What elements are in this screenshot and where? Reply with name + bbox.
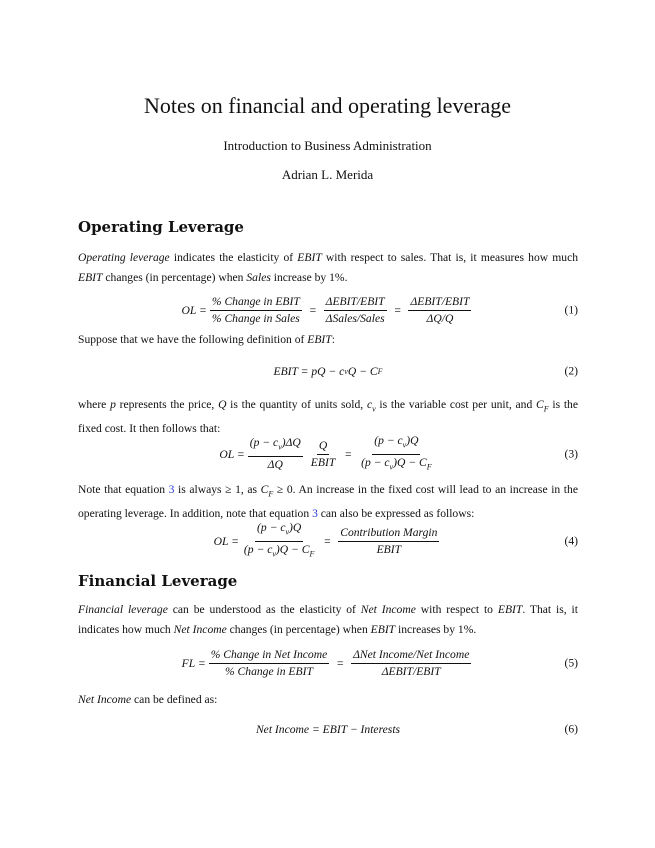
symbol-ebit: EBIT [307,333,332,346]
symbol-cf: C [535,398,544,411]
symbol-cf: C [260,483,269,496]
fraction [408,295,471,326]
paragraph-variable-definitions [78,395,578,438]
symbol-ebit: EBIT [78,270,103,284]
fraction-numerator [248,436,303,456]
fraction-denominator: % Change in EBIT [225,664,313,678]
subscript: v [389,461,394,471]
symbol-ebit: EBIT [497,603,523,616]
text-fragment: increases by 1%. [395,622,477,636]
paragraph-leverage-note [78,480,578,523]
eq-lhs: OL = [219,447,245,461]
eq-text: (p − c [374,434,403,448]
eq-text: Net Income = EBIT − Interests [255,722,401,736]
subscript: F [309,548,315,558]
fraction-denominator: ΔEBIT/EBIT [381,664,441,678]
text-fragment: represents the price, [115,398,219,411]
fraction-numerator [255,521,303,541]
eq-text: Q − C [347,364,378,378]
fraction [242,521,316,561]
paragraph-net-income-def [78,690,578,710]
subscript: v [272,548,276,558]
fraction [210,295,302,326]
fraction [359,434,433,474]
fraction-denominator: ΔQ [267,457,283,471]
fraction [248,436,303,471]
fraction [309,439,337,470]
symbol-net-income: Net Income [173,622,227,636]
fraction-denominator: ΔQ/Q [426,311,454,325]
equation-number: (2) [564,364,578,378]
equation-4: OL = $\frac{(p - c_v)Q}{(p - c_v)Q - C_F}$ = $\frac{\text{Contribution Margin}}{\text{EBIT}}$ (4) [78,521,578,561]
symbol-cv: c [366,398,373,411]
fraction [209,648,330,679]
subscript: F [426,461,432,471]
fraction [338,526,439,557]
fraction [351,648,471,679]
eq-text: (p − c [243,542,273,556]
paragraph-operating-intro [78,248,578,287]
subscript: F [543,404,549,414]
fraction-numerator: ΔEBIT/EBIT [408,295,471,311]
equation-3: OL = $\frac{(p - c_v)\Delta Q}{\Delta Q}$ $\frac{Q}{\text{EBIT}}$ = $\frac{(p - c_v)Q}{(p - c_v)Q - C_F}$ (3) [78,434,578,474]
text-fragment: : [331,333,335,346]
fraction-numerator: % Change in EBIT [210,295,302,311]
fraction-denominator [359,455,433,474]
course-name: Introduction to Business Administration [223,138,432,153]
fraction-numerator: Q [317,439,329,455]
text-fragment: . An increase in the fixed cost will lead to an increase in the operating leverage. In addition, note that equation [78,483,578,520]
eq-text: )Q − C [275,542,310,556]
equation-5: FL = $\frac{\text{\% Change in Net Income}}{\text{\% Change in EBIT}}$ = $\frac{\text{ΔNet Income/Net Income}}{\text{ΔEBIT/EBIT}}$ (5) [181,647,578,678]
fraction-denominator [242,542,316,561]
equation-ref-link[interactable]: 3 [312,506,318,520]
equation-ref-link[interactable]: 3 [168,483,175,496]
equation-number: (3) [564,447,578,461]
fraction-numerator: % Change in Net Income [209,648,330,664]
text-fragment: can be defined as: [131,693,218,706]
equation-number: (6) [564,722,578,736]
text-fragment: Suppose that we have the following definition of [78,333,308,346]
eq-text: )Q [289,521,302,535]
text-fragment: changes (in percentage) when [102,270,247,284]
fraction-numerator: ΔNet Income/Net Income [351,648,471,664]
eq-text: )Q [406,434,419,448]
document-title: Notes on financial and operating leverage [143,93,512,118]
text-fragment: is the variable cost per unit, and [375,398,536,411]
equation-number: (1) [564,303,578,317]
text-fragment: with respect to [415,603,498,616]
subscript: v [402,440,407,450]
subscript: v [285,527,290,537]
text-fragment: . That is, it indicates how much [78,603,578,636]
symbol-net-income: Net Income [360,603,416,616]
term-operating-leverage: Operating leverage [78,251,170,264]
eq-lhs: OL = [213,534,239,548]
text-fragment: is always ≥ 1, as [174,483,261,496]
fraction-numerator: ΔEBIT/EBIT [324,295,387,311]
fraction [324,295,387,326]
text-fragment: Note that equation [78,483,169,496]
text-fragment: where [78,398,111,411]
text-fragment: can be understood as the elasticity of [167,603,361,616]
eq-text: (p − c [249,436,279,450]
section-heading-financial: Financial Leverage [78,572,238,590]
equation-number: (4) [564,534,578,548]
subscript: F [268,489,274,499]
eq-text: )Q − C [393,455,427,469]
fraction-denominator: ΔSales/Sales [325,311,385,325]
text-fragment: ≥ 0 [273,483,293,496]
subscript: v [278,442,282,452]
fraction-denominator: EBIT [376,542,402,556]
text-fragment: with respect to sales. That is, it measures how much [321,251,579,264]
fraction-numerator [372,434,420,454]
text-fragment: changes (in percentage) when [226,622,371,636]
fraction-numerator: Contribution Margin [338,526,439,542]
subscript: v [344,366,348,376]
fraction-denominator: EBIT [310,455,336,469]
paragraph-ebit-definition [78,330,578,350]
equation-6 [78,709,578,749]
symbol-ebit: EBIT [297,251,322,264]
paragraph-financial-intro [78,600,578,639]
symbol-net-income: Net Income [78,693,132,706]
symbol-p: p [110,398,116,411]
text-fragment: indicates the elasticity of [169,251,298,264]
text-fragment: is the quantity of units sold, [226,398,367,411]
eq-text: (p − c [257,521,286,535]
equation-1: OL = $\frac{\text{\% Change in EBIT}}{\text{\% Change in Sales}}$ = $\frac{\text{ΔEBIT/EBIT}}{\text{ΔSales/Sales}}$ = $\frac{\text{ΔEBIT/EBIT}}{\Delta Q/Q}$ (1) [181,294,578,325]
text-fragment: is the fixed cost. It then follows that: [78,398,578,435]
eq-text: )ΔQ [281,436,301,450]
symbol-sales: Sales [246,270,271,284]
subscript: v [372,404,376,414]
term-financial-leverage: Financial leverage [78,603,168,616]
symbol-ebit: EBIT [370,622,396,636]
eq-lhs: OL = [181,303,207,317]
fraction-denominator: % Change in Sales [211,311,300,325]
symbol-q: Q [218,398,227,411]
equation-2 [78,351,578,391]
author-name: Adrian L. Merida [281,167,374,182]
text-fragment: can also be expressed as follows: [317,506,475,520]
equation-number: (5) [564,656,578,670]
eq-text: (p − c [361,455,390,469]
eq-text: EBIT = pQ − c [273,364,345,378]
section-heading-operating: Operating Leverage [78,218,244,236]
text-fragment: increase by 1%. [270,270,348,284]
subscript: F [377,366,383,376]
eq-lhs: FL = [181,656,206,670]
